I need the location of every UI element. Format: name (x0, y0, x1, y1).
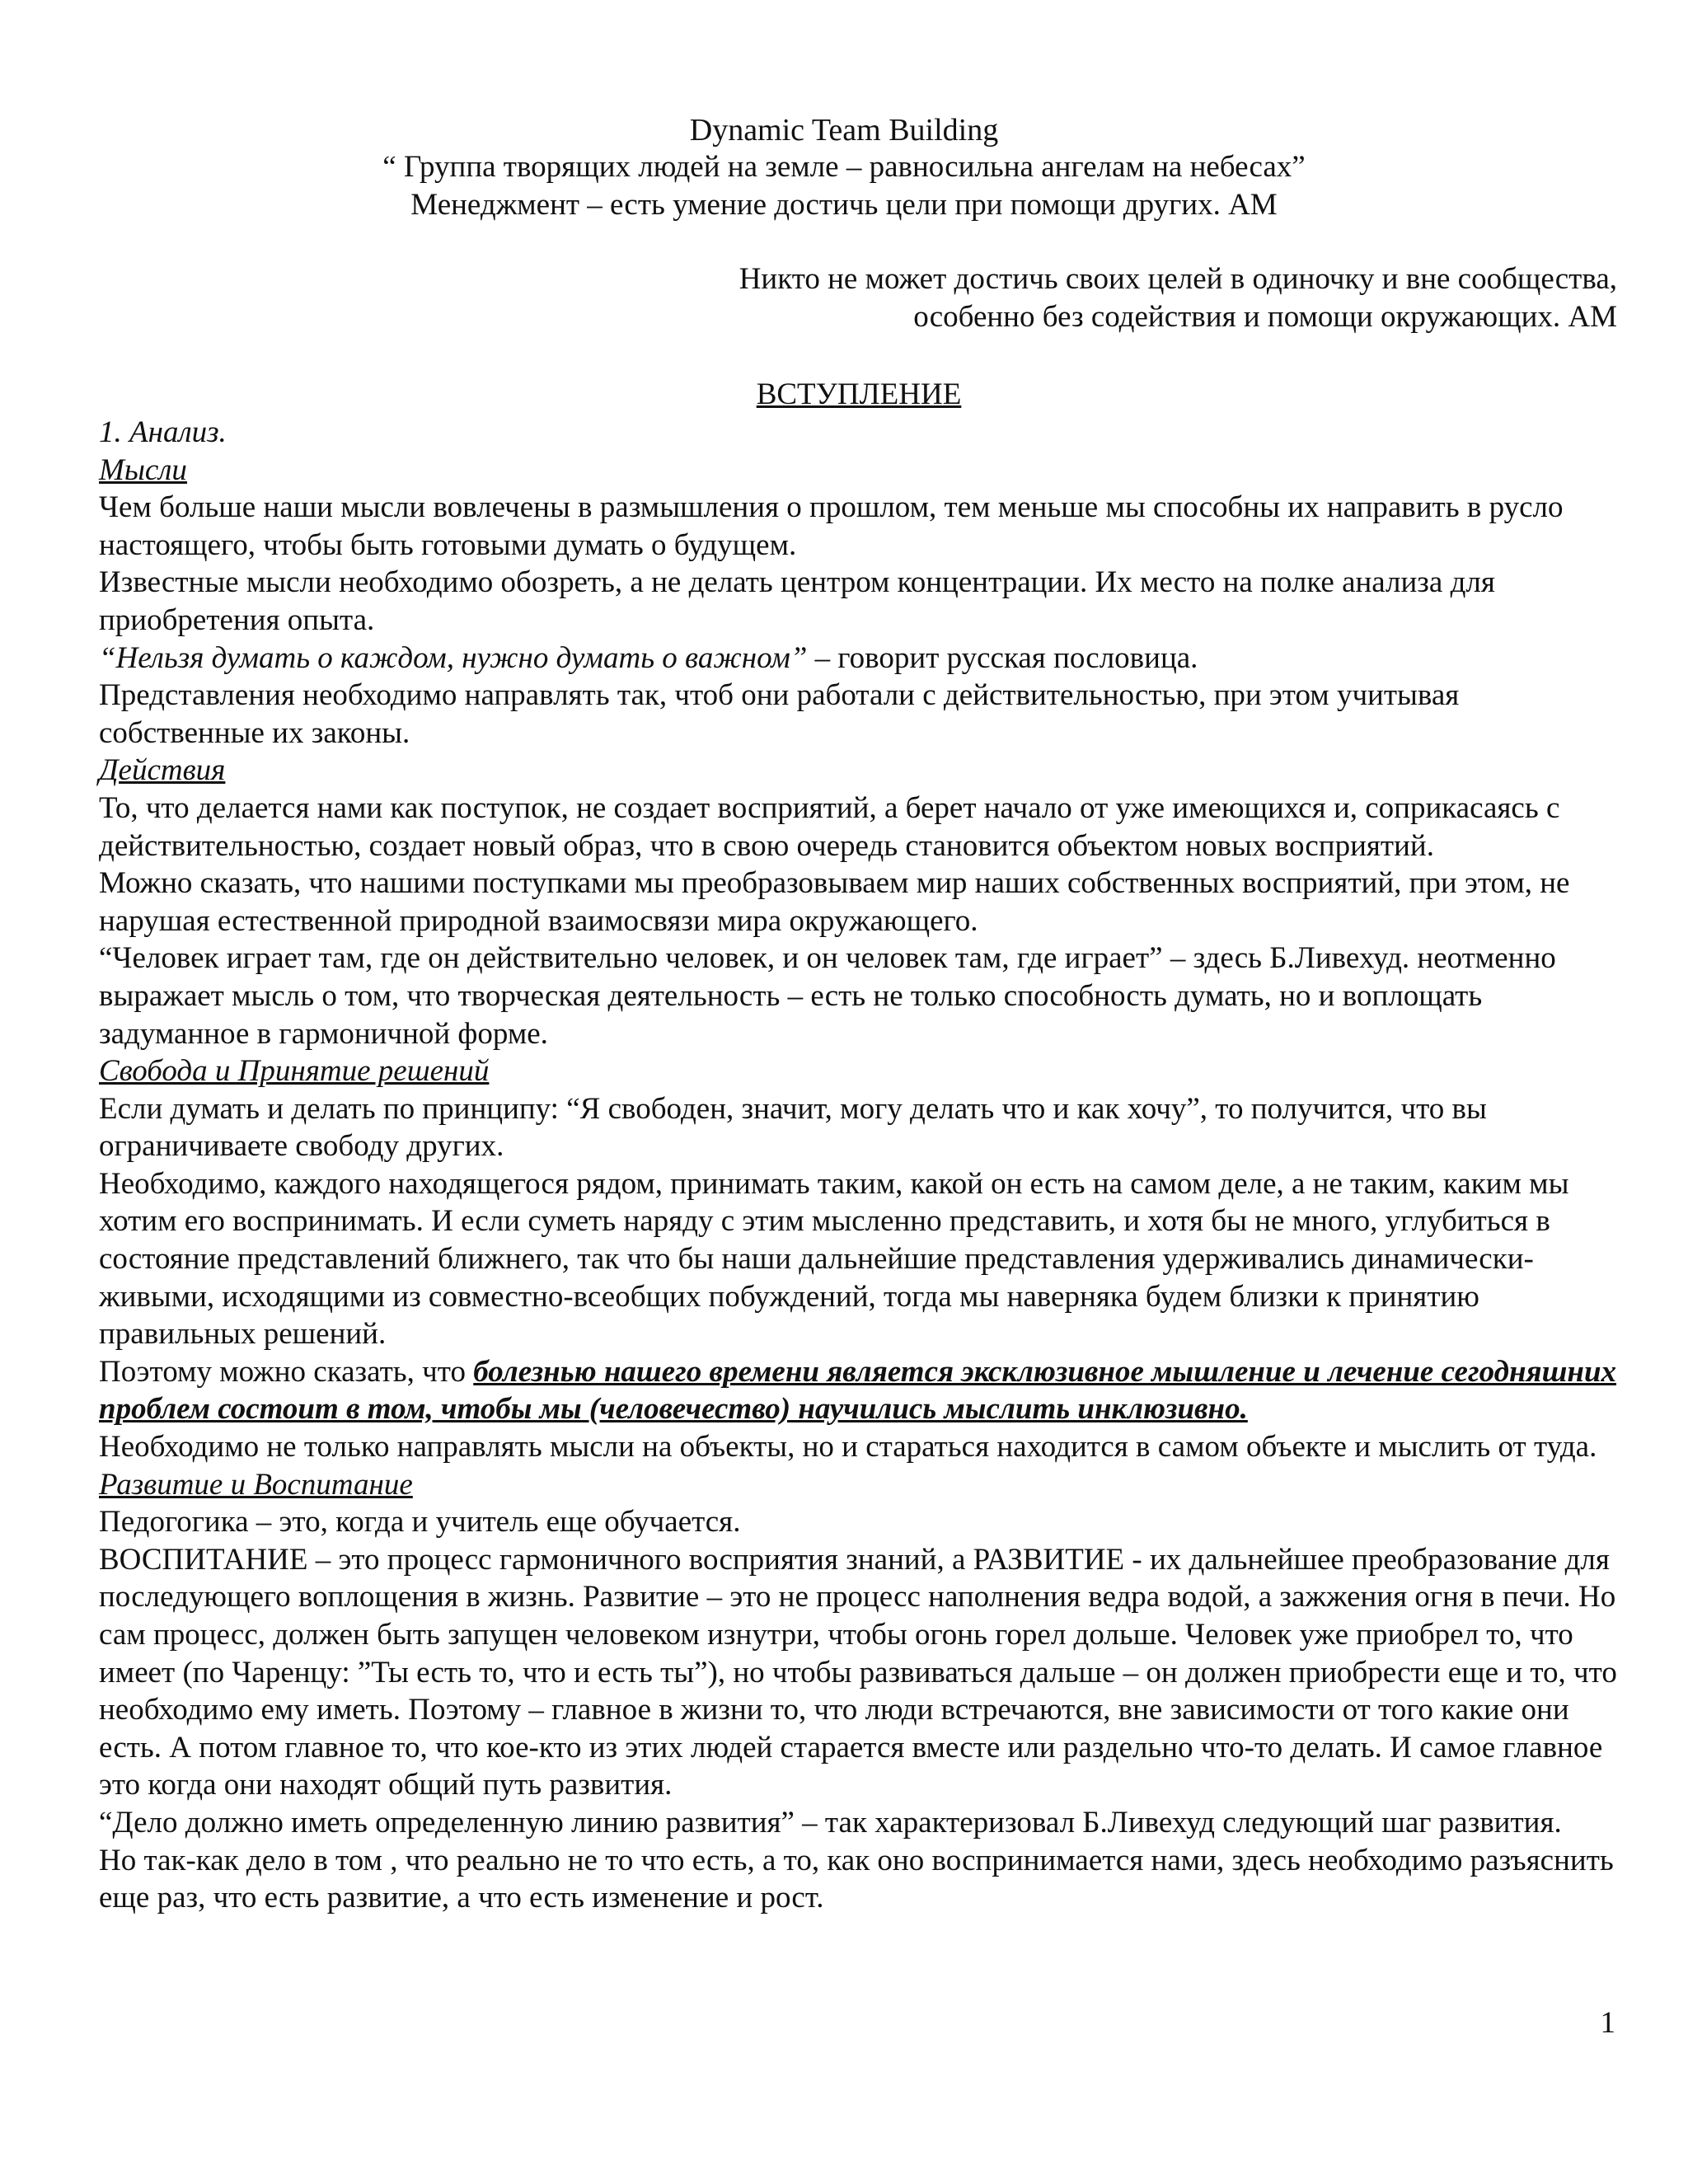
paragraph: ВОСПИТАНИЕ – это процесс гармоничного восприятия знаний, а РАЗВИТИЕ - их дальнейшее преобразование для последующего воплощения в жизнь. Развитие – это не процесс наполнения ведра водой, а зажжения огня в печи. Но сам процесс, должен быть запущен человеком изнутри, чтобы огонь горел дольше. Человек уже приобрел то, что имеет (по Чаренцу: ”Ты есть то, что и есть ты”), но чтобы развиваться дальше – он должен приобрести еще и то, что необходимо ему иметь. Поэтому – главное в жизни то, что люди встречаются, вне зависимости от того какие они есть. А потом главное то, что кое-кто из этих людей старается вместе или раздельно что-то делать. И самое главное это когда они находят общий путь развития. (99, 1542, 1617, 1802)
paragraph: Известные мысли необходимо обозреть, а не делать центром концентрации. Их место на полке анализа для приобретения опыта. (99, 565, 1495, 637)
proverb-quote: “Нельзя думать о каждом, нужно думать о важном” (99, 640, 808, 675)
paragraph: Можно сказать, что нашими поступками мы преобразовываем мир наших собственных восприятий, при этом, не нарушая естественной природной взаимосвязи мира окружающего. (99, 866, 1570, 938)
epigraph-line-2: особенно без содействия и помощи окружающих. АМ (913, 300, 1617, 334)
epigraph (739, 260, 1617, 336)
paragraph: Необходимо не только направлять мысли на объекты, но и стараться находится в самом объекте и мыслить от туда. (99, 1430, 1597, 1465)
thoughts-heading: Мысли (99, 452, 187, 487)
section-title: ВСТУПЛЕНИЕ (756, 377, 962, 411)
paragraph: То, что делается нами как поступок, не создает восприятий, а берет начало от уже имеющихся и, соприкасаясь с действительностью, создает новый образ, что в свою очередь становится объектом новых восприятий. (99, 790, 1560, 863)
development-heading: Развитие и Воспитание (99, 1467, 413, 1502)
document-title: Dynamic Team Building (689, 113, 999, 148)
freedom-heading: Свобода и Принятие решений (99, 1054, 490, 1089)
epigraph-line-1: Никто не может достичь своих целей в одиночку и вне сообщества, (738, 262, 1617, 296)
subtitle-quote: “ Группа творящих людей на земле – равносильна ангелам на небесах” (382, 150, 1306, 184)
paragraph: “Дело должно иметь определенную линию развития” – так характеризовал Б.Ливехуд следующий шаг развития. (99, 1805, 1562, 1840)
paragraph (99, 1353, 1632, 1428)
page-number: 1 (1600, 2006, 1615, 2040)
paragraph: Педогогика – это, когда и учитель еще обучается. (99, 1505, 741, 1540)
paragraph: Если думать и делать по принципу: “Я свободен, значит, могу делать что и как хочу”, то получится, что вы ограничиваете свободу других. (99, 1091, 1487, 1164)
paragraph: Представления необходимо направлять так, чтоб они работали с действительностью, при этом учитывая собственные их законы. (99, 678, 1460, 750)
actions-heading: Действия (99, 753, 226, 788)
paragraph: Но так-как дело в том , что реально не то что есть, а то, как оно воспринимается нами, здесь необходимо разъяснить еще раз, что есть развитие, а что есть изменение и рост. (99, 1843, 1614, 1915)
paragraph: Чем больше наши мысли вовлечены в размышления о прошлом, тем меньше мы способны их направить в русло настоящего, чтобы быть готовыми думать о будущем. (99, 490, 1564, 562)
paragraph (99, 640, 1632, 677)
paragraph-lead: Поэтому можно сказать, что (99, 1354, 474, 1389)
emphasized-statement: болезнью нашего времени является эксклюзивное мышление и лечение сегодняшних проблем состоит в том, чтобы мы (человечество) научились мыслить инклюзивно. (99, 1354, 1617, 1427)
analysis-heading: 1. Анализ. (99, 415, 227, 449)
document-body (99, 414, 1632, 1917)
paragraph: Необходимо, каждого находящегося рядом, принимать таким, какой он есть на самом деле, а не таким, каким мы хотим его воспринимать. И если суметь наряду с этим мысленно представить, и хотя бы не много, углубиться в состояние представлений ближнего, так что бы наши дальнейшие представления удерживались динамически-живыми, исходящими из совместно-всеобщих побуждений, тогда мы наверняка будем близки к принятию правильных решений. (99, 1166, 1569, 1352)
proverb-attribution: – говорит русская пословица. (807, 640, 1198, 675)
paragraph: “Человек играет там, где он действительно человек, и он человек там, где играет” – здесь Б.Ливехуд. неотменно выражает мысль о том, что творческая деятельность – есть не только способность думать, но и воплощать задуманное в гармоничной форме. (99, 941, 1556, 1051)
subtitle-management: Менеджмент – есть умение достичь цели при помощи других. АМ (410, 188, 1278, 222)
